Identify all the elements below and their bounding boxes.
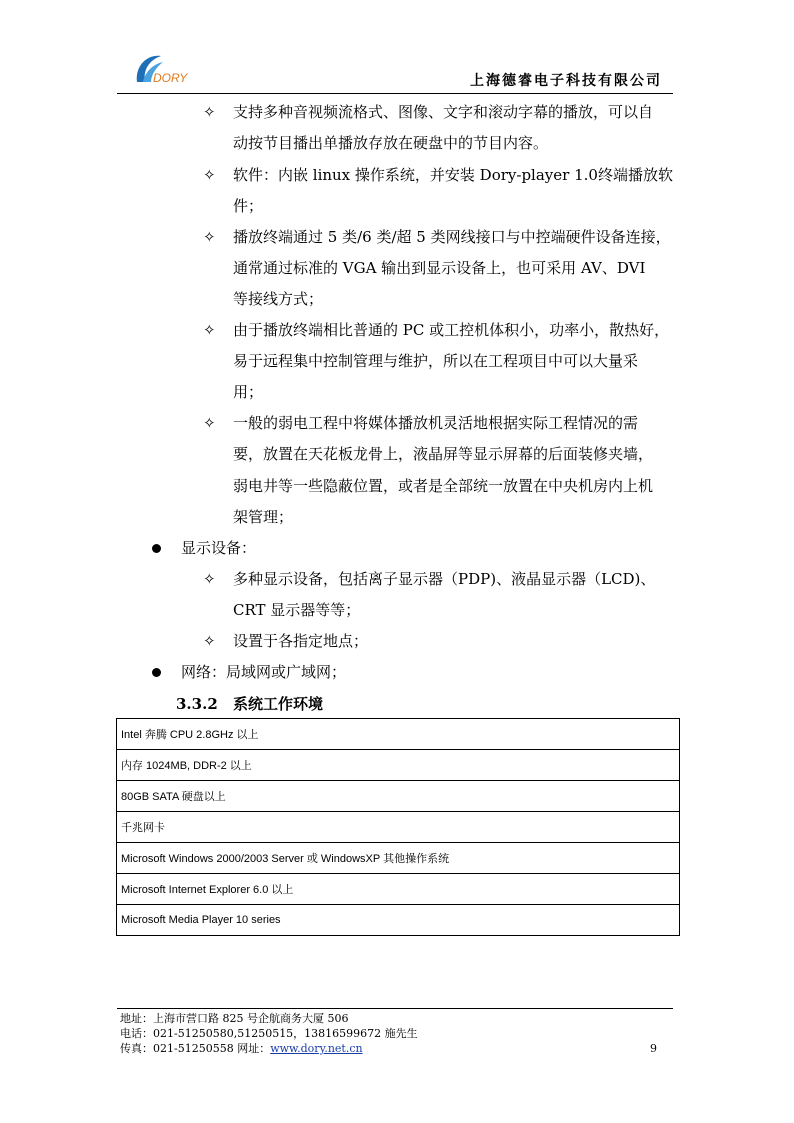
diamond-bullet-icon: ✧ [203, 632, 216, 650]
footer-fax [120, 1042, 363, 1056]
table-cell: 内存 1024MB, DDR-2 以上 [117, 750, 680, 781]
diamond-bullet-icon: ✧ [203, 103, 216, 121]
list-item-line: 要，放置在天花板龙骨上，液晶屏等显示屏幕的后面装修夹墙， [233, 445, 654, 463]
list-item-line: 设置于各指定地点； [233, 632, 369, 650]
footer-fax-label: 传真：021-51250558 网址： [120, 1042, 271, 1055]
table-row [117, 719, 680, 750]
network-item: 网络：局域网或广域网； [181, 663, 347, 681]
bullet-dot-icon [152, 668, 161, 677]
footer-address: 地址：上海市营口路 825 号企航商务大厦 506 [120, 1012, 349, 1025]
table-cell: Microsoft Windows 2000/2003 Server 或 WindowsXP 其他操作系统 [117, 843, 680, 874]
footer-divider [117, 1008, 673, 1009]
diamond-bullet-icon: ✧ [203, 166, 216, 184]
diamond-bullet-icon: ✧ [203, 228, 216, 246]
table-row [117, 905, 680, 936]
table-row [117, 874, 680, 905]
display-devices-label: 显示设备： [181, 539, 257, 557]
logo-text: DORY [153, 71, 188, 85]
list-item-line: 播放终端通过 5 类/6 类/超 5 类网线接口与中控端硬件设备连接， [233, 228, 671, 246]
table-cell: Intel 奔腾 CPU 2.8GHz 以上 [117, 719, 680, 750]
section-title: 系统工作环境 [233, 695, 324, 713]
list-item-line: CRT 显示器等等； [233, 601, 361, 619]
list-item-line: 支持多种音视频流格式、图像、文字和滚动字幕的播放，可以自 [233, 103, 654, 121]
list-item-line: 通常通过标准的 VGA 输出到显示设备上，也可采用 AV、DVI [233, 259, 646, 277]
list-item-line: 用； [233, 383, 264, 401]
bullet-dot-icon [152, 544, 161, 553]
list-item-line: 易于远程集中控制管理与维护，所以在工程项目中可以大量采 [233, 352, 639, 370]
table-cell: 80GB SATA 硬盘以上 [117, 781, 680, 812]
list-item-line: 等接线方式； [233, 290, 324, 308]
table-row [117, 843, 680, 874]
list-item-line: 动按节目播出单播放存放在硬盘中的节目内容。 [233, 134, 549, 152]
table-cell: Microsoft Internet Explorer 6.0 以上 [117, 874, 680, 905]
header-divider [117, 93, 673, 94]
table-cell: 千兆网卡 [117, 812, 680, 843]
system-requirements-table [116, 718, 680, 936]
list-item-line: 架管理； [233, 508, 294, 526]
page-number: 9 [650, 1042, 657, 1055]
website-link[interactable]: www.dory.net.cn [270, 1042, 363, 1055]
footer-phone: 电话：021-51250580,51250515，13816599672 施先生 [120, 1027, 418, 1040]
company-logo [133, 52, 191, 86]
table-row [117, 812, 680, 843]
table-cell: Microsoft Media Player 10 series [117, 905, 680, 936]
diamond-bullet-icon: ✧ [203, 414, 216, 432]
diamond-bullet-icon: ✧ [203, 570, 216, 588]
table-row [117, 781, 680, 812]
list-item-line: 软件：内嵌 linux 操作系统，并安装 Dory-player 1.0终端播放软 [233, 166, 673, 184]
list-item-line: 一般的弱电工程中将媒体播放机灵活地根据实际工程情况的需 [233, 414, 639, 432]
company-name: 上海德睿电子科技有限公司 [470, 73, 662, 89]
diamond-bullet-icon: ✧ [203, 321, 216, 339]
list-item-line: 弱电井等一些隐蔽位置，或者是全部统一放置在中央机房内上机 [233, 477, 654, 495]
list-item-line: 多种显示设备，包括离子显示器（PDP)、液晶显示器（LCD)、 [233, 570, 656, 588]
table-row [117, 750, 680, 781]
list-item-line: 由于播放终端相比普通的 PC 或工控机体积小，功率小，散热好， [233, 321, 670, 339]
list-item-line: 件； [233, 197, 264, 215]
section-number: 3.3.2 [176, 695, 218, 713]
